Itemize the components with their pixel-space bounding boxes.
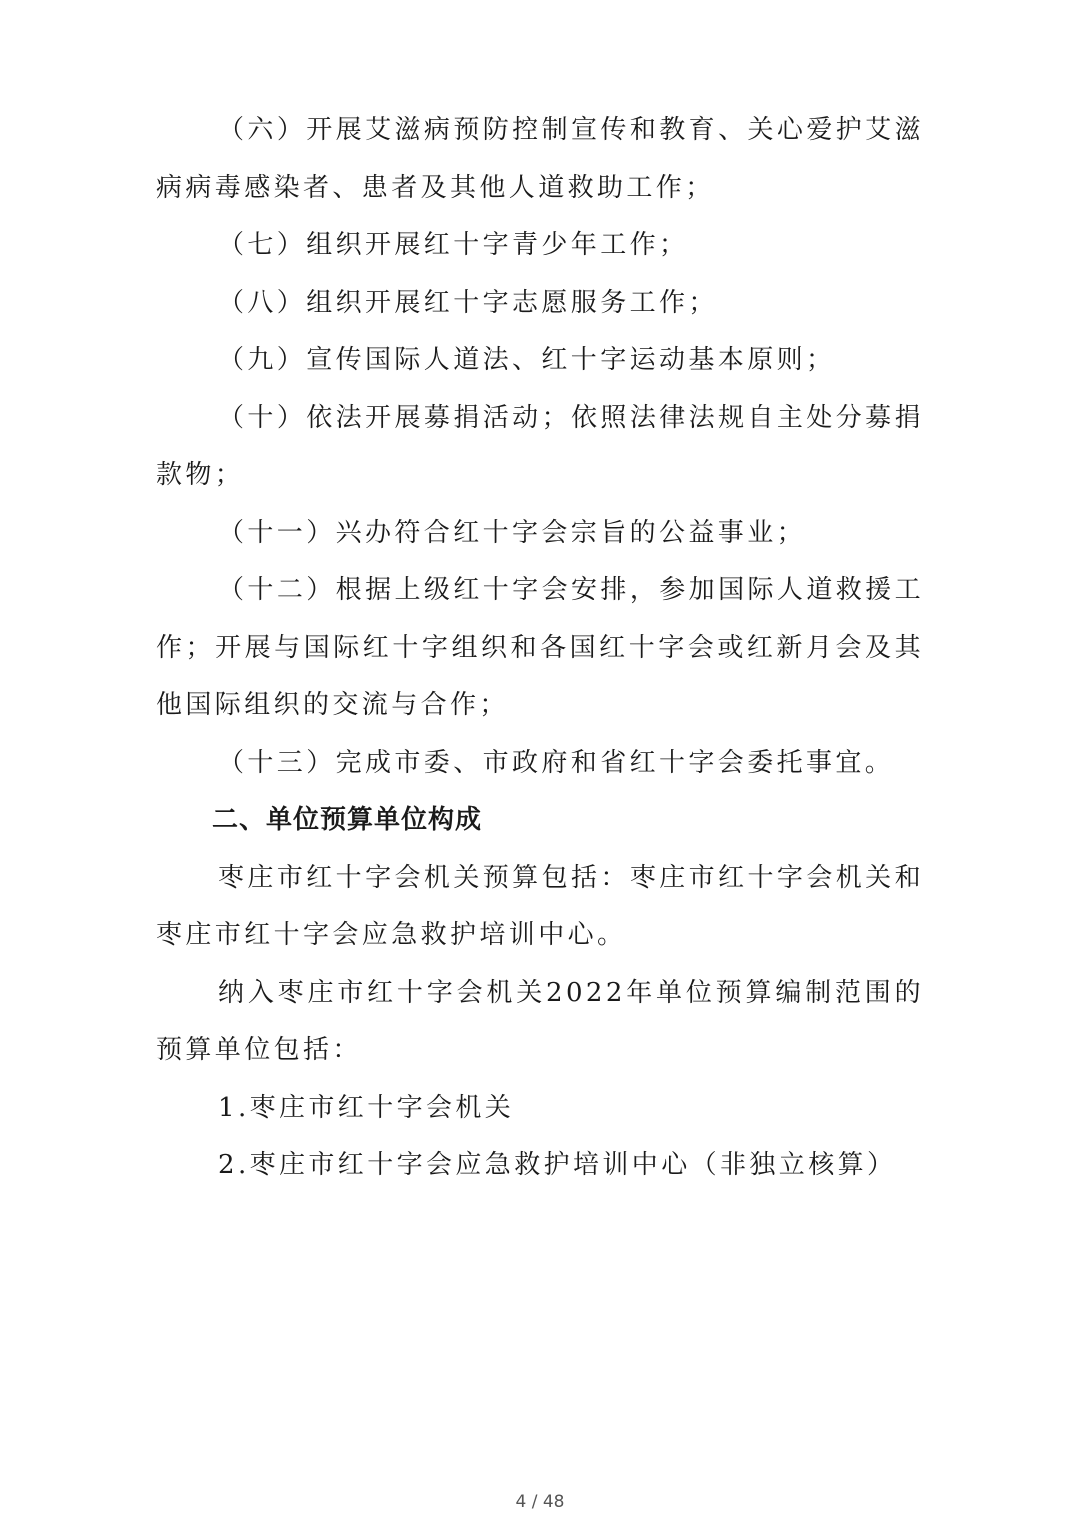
budget-unit-item-1: 1.枣庄市红十字会机关 (218, 1092, 515, 1123)
budget-scope-paragraph: 枣庄市红十字会机关预算包括：枣庄市红十字会机关和枣庄市红十字会应急救护培训中心。 (156, 862, 924, 950)
paragraph-item-9: （九）宣传国际人道法、红十字运动基本原则； (218, 345, 836, 375)
paragraph-item-12: （十二）根据上级红十字会安排，参加国际人道救援工作；开展与国际红十字组织和各国红十字会或红新月会及其他国际组织的交流与合作； (156, 575, 924, 720)
paragraph-item-6: （六）开展艾滋病预防控制宣传和教育、关心爱护艾滋病病毒感染者、患者及其他人道救助工作； (156, 115, 924, 203)
section-heading: 二、单位预算单位构成 (212, 805, 483, 835)
paragraph-item-7: （七）组织开展红十字青少年工作； (218, 230, 689, 260)
page-number: 4 / 48 (515, 1492, 565, 1512)
budget-unit-item-2: 2.枣庄市红十字会应急救护培训中心（非独立核算） (218, 1150, 897, 1180)
paragraph-item-10: （十）依法开展募捐活动；依照法律法规自主处分募捐款物； (156, 402, 924, 490)
budget-units-intro: 纳入枣庄市红十字会机关2022年单位预算编制范围的预算单位包括： (156, 977, 924, 1065)
document-body (156, 102, 924, 1195)
paragraph-item-8: （八）组织开展红十字志愿服务工作； (218, 287, 718, 318)
paragraph-item-13: （十三）完成市委、市政府和省红十字会委托事宜。 (218, 747, 895, 778)
paragraph-item-11: （十一）兴办符合红十字会宗旨的公益事业； (218, 517, 807, 548)
